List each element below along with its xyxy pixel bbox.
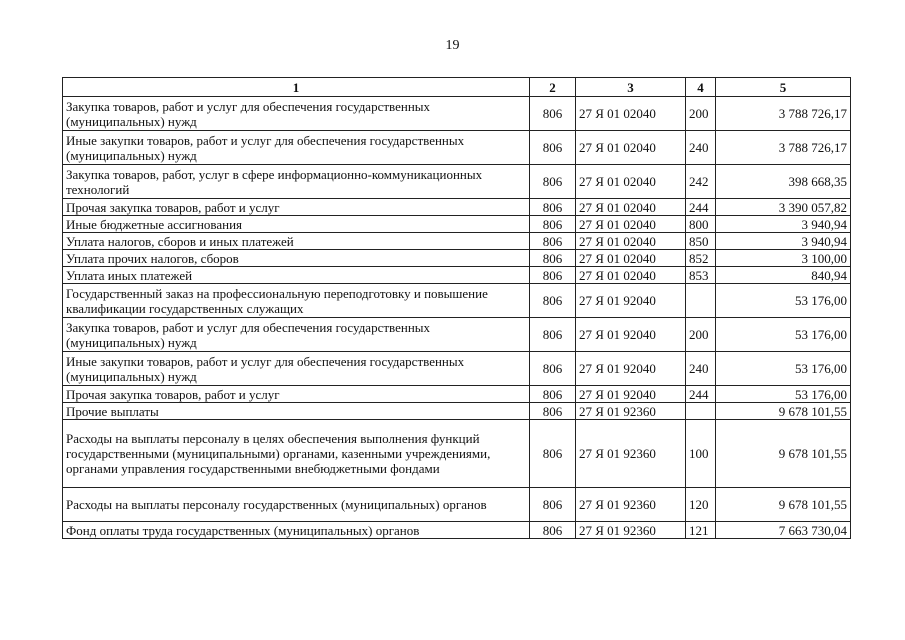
row-target-code: 27 Я 01 02040	[576, 165, 686, 199]
row-amount: 53 176,00	[716, 318, 851, 352]
row-amount: 3 100,00	[716, 250, 851, 267]
row-name: Прочая закупка товаров, работ и услуг	[63, 386, 530, 403]
row-ministry-code: 806	[530, 318, 576, 352]
row-expense-type: 244	[686, 386, 716, 403]
header-col-4: 4	[686, 78, 716, 97]
row-amount: 3 940,94	[716, 216, 851, 233]
table-row	[63, 318, 851, 352]
row-expense-type: 100	[686, 420, 716, 488]
row-target-code: 27 Я 01 02040	[576, 97, 686, 131]
row-amount: 3 390 057,82	[716, 199, 851, 216]
budget-table	[62, 77, 851, 539]
row-target-code: 27 Я 01 92360	[576, 403, 686, 420]
row-target-code: 27 Я 01 02040	[576, 131, 686, 165]
row-name: Иные бюджетные ассигнования	[63, 216, 530, 233]
table-row	[63, 420, 851, 488]
table-row	[63, 216, 851, 233]
row-ministry-code: 806	[530, 250, 576, 267]
row-expense-type: 244	[686, 199, 716, 216]
row-name: Уплата прочих налогов, сборов	[63, 250, 530, 267]
row-ministry-code: 806	[530, 488, 576, 522]
row-name: Прочие выплаты	[63, 403, 530, 420]
row-ministry-code: 806	[530, 267, 576, 284]
row-expense-type	[686, 284, 716, 318]
row-amount: 3 788 726,17	[716, 131, 851, 165]
row-ministry-code: 806	[530, 216, 576, 233]
row-name: Расходы на выплаты персоналу в целях обеспечения выполнения функций государственными (муниципальными) органами, казенными учреждениями, органами управления государственными внебюджетными фондами	[63, 420, 530, 488]
row-amount: 53 176,00	[716, 284, 851, 318]
row-amount: 9 678 101,55	[716, 420, 851, 488]
row-expense-type: 240	[686, 131, 716, 165]
row-amount: 53 176,00	[716, 352, 851, 386]
row-target-code: 27 Я 01 92360	[576, 522, 686, 539]
row-name: Расходы на выплаты персоналу государственных (муниципальных) органов	[63, 488, 530, 522]
row-name: Иные закупки товаров, работ и услуг для обеспечения государственных (муниципальных) нужд	[63, 131, 530, 165]
row-target-code: 27 Я 01 92040	[576, 284, 686, 318]
row-amount: 3 940,94	[716, 233, 851, 250]
header-col-5: 5	[716, 78, 851, 97]
row-ministry-code: 806	[530, 284, 576, 318]
row-ministry-code: 806	[530, 403, 576, 420]
row-expense-type: 242	[686, 165, 716, 199]
table-row	[63, 250, 851, 267]
row-expense-type: 852	[686, 250, 716, 267]
row-ministry-code: 806	[530, 233, 576, 250]
row-name: Уплата налогов, сборов и иных платежей	[63, 233, 530, 250]
row-target-code: 27 Я 01 92040	[576, 386, 686, 403]
row-amount: 53 176,00	[716, 386, 851, 403]
row-amount: 7 663 730,04	[716, 522, 851, 539]
row-expense-type: 200	[686, 97, 716, 131]
table-row	[63, 488, 851, 522]
row-name: Закупка товаров, работ и услуг для обеспечения государственных (муниципальных) нужд	[63, 318, 530, 352]
row-target-code: 27 Я 01 92360	[576, 420, 686, 488]
row-target-code: 27 Я 01 92040	[576, 352, 686, 386]
row-ministry-code: 806	[530, 199, 576, 216]
row-name: Закупка товаров, работ, услуг в сфере информационно-коммуникационных технологий	[63, 165, 530, 199]
table-row	[63, 165, 851, 199]
table-row	[63, 352, 851, 386]
header-col-3: 3	[576, 78, 686, 97]
table-row	[63, 522, 851, 539]
table-row	[63, 284, 851, 318]
row-ministry-code: 806	[530, 522, 576, 539]
row-target-code: 27 Я 01 02040	[576, 216, 686, 233]
row-amount: 9 678 101,55	[716, 488, 851, 522]
row-target-code: 27 Я 01 92040	[576, 318, 686, 352]
row-target-code: 27 Я 01 02040	[576, 199, 686, 216]
table-row	[63, 97, 851, 131]
row-expense-type: 240	[686, 352, 716, 386]
row-name: Фонд оплаты труда государственных (муниципальных) органов	[63, 522, 530, 539]
row-ministry-code: 806	[530, 352, 576, 386]
row-amount: 840,94	[716, 267, 851, 284]
row-amount: 3 788 726,17	[716, 97, 851, 131]
row-target-code: 27 Я 01 02040	[576, 250, 686, 267]
row-target-code: 27 Я 01 92360	[576, 488, 686, 522]
table-row	[63, 267, 851, 284]
table-row	[63, 131, 851, 165]
row-name: Прочая закупка товаров, работ и услуг	[63, 199, 530, 216]
table-row	[63, 233, 851, 250]
row-expense-type: 853	[686, 267, 716, 284]
header-col-1: 1	[63, 78, 530, 97]
row-ministry-code: 806	[530, 165, 576, 199]
row-name: Уплата иных платежей	[63, 267, 530, 284]
row-expense-type	[686, 403, 716, 420]
row-ministry-code: 806	[530, 386, 576, 403]
header-row	[63, 78, 851, 97]
row-name: Государственный заказ на профессиональную переподготовку и повышение квалификации государственных служащих	[63, 284, 530, 318]
header-col-2: 2	[530, 78, 576, 97]
row-expense-type: 850	[686, 233, 716, 250]
row-ministry-code: 806	[530, 97, 576, 131]
row-ministry-code: 806	[530, 420, 576, 488]
row-amount: 9 678 101,55	[716, 403, 851, 420]
row-ministry-code: 806	[530, 131, 576, 165]
row-target-code: 27 Я 01 02040	[576, 267, 686, 284]
row-expense-type: 800	[686, 216, 716, 233]
row-name: Закупка товаров, работ и услуг для обеспечения государственных (муниципальных) нужд	[63, 97, 530, 131]
table-row	[63, 403, 851, 420]
row-expense-type: 121	[686, 522, 716, 539]
page-number: 19	[445, 38, 460, 53]
row-target-code: 27 Я 01 02040	[576, 233, 686, 250]
row-expense-type: 120	[686, 488, 716, 522]
row-name: Иные закупки товаров, работ и услуг для обеспечения государственных (муниципальных) нужд	[63, 352, 530, 386]
row-amount: 398 668,35	[716, 165, 851, 199]
row-expense-type: 200	[686, 318, 716, 352]
table-row	[63, 199, 851, 216]
table-row	[63, 386, 851, 403]
